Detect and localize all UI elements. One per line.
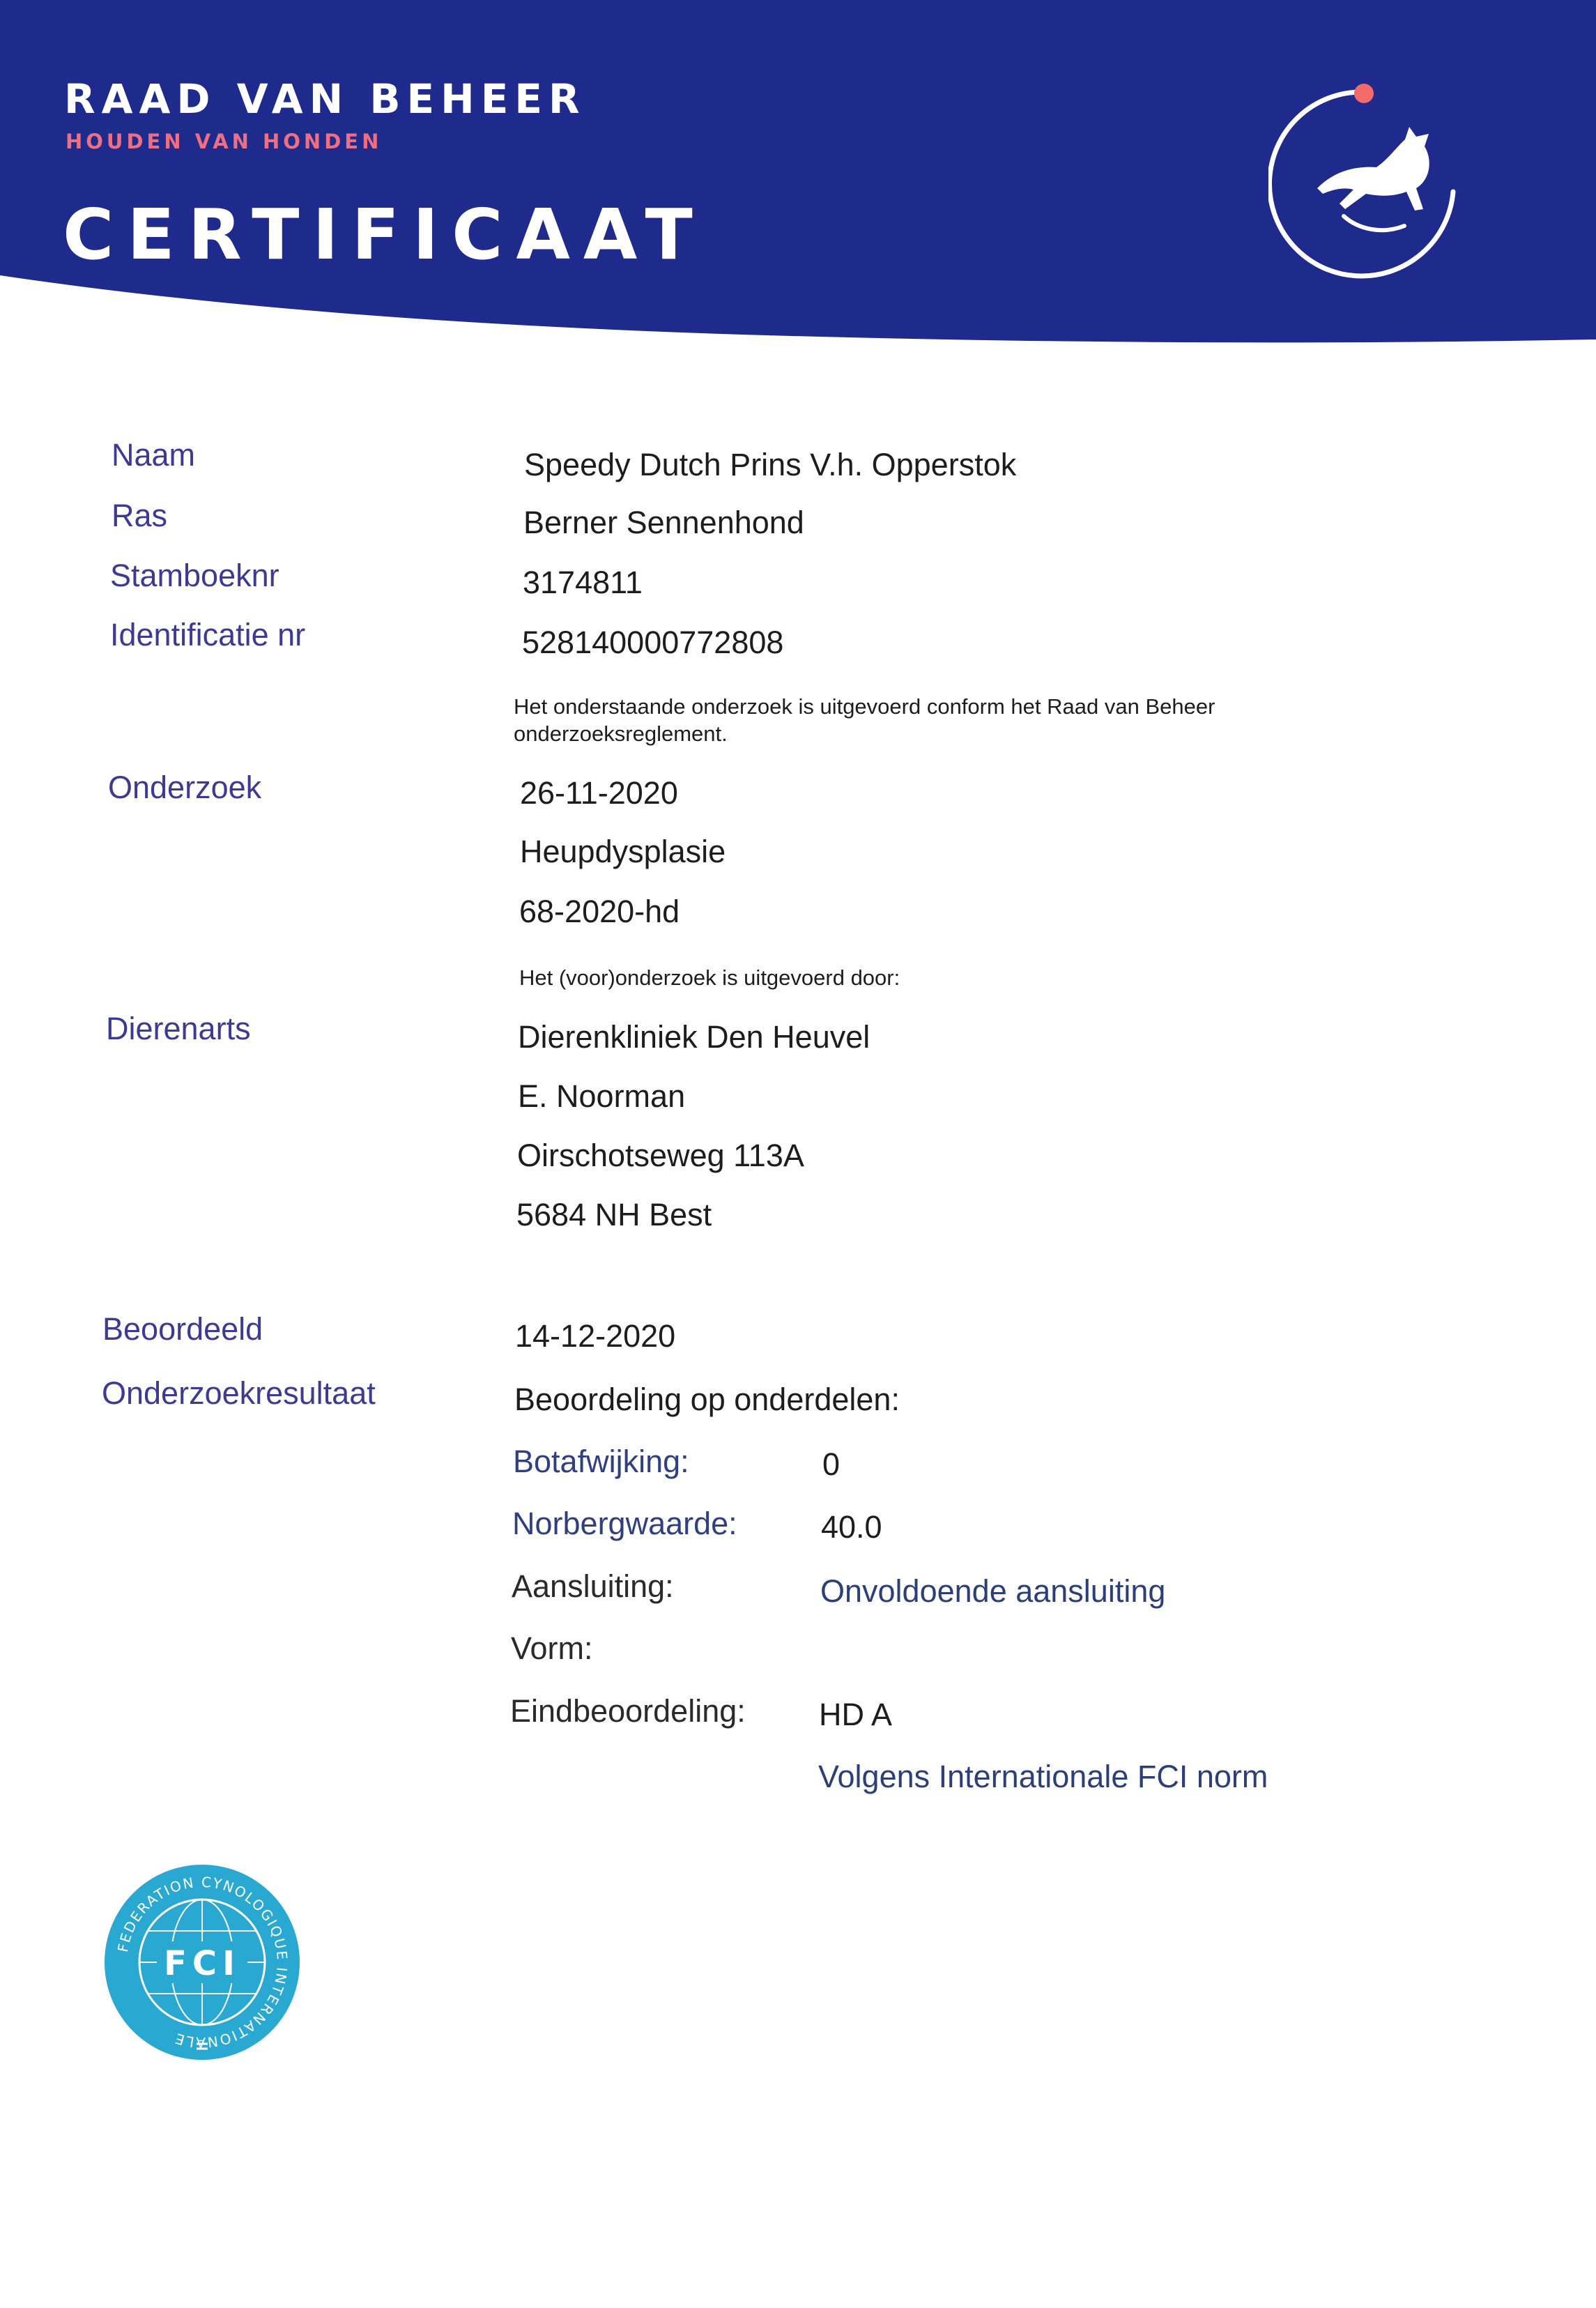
norberg-value: 40.0 <box>821 1509 882 1545</box>
dog-name-value: Speedy Dutch Prins V.h. Opperstok <box>524 447 1017 482</box>
fci-seal-ring-text: FEDERATION CYNOLOGIQUE INTERNATIONALE <box>114 1873 291 2051</box>
norberg-value-label: Norbergwaarde: <box>512 1506 737 1541</box>
exam-type: Heupdysplasie <box>520 834 726 869</box>
vet-street: Oirschotseweg 113A <box>517 1138 804 1173</box>
bone-deviation-label: Botafwijking: <box>513 1444 689 1479</box>
joint-fit-value: Onvoldoende aansluiting <box>820 1573 1166 1609</box>
leaping-dog-logo-icon <box>1268 77 1478 286</box>
judged-date: 14-12-2020 <box>515 1318 676 1354</box>
exam-conformity-note-line2: onderzoeksreglement. <box>514 721 728 746</box>
exam-date: 26-11-2020 <box>520 775 678 811</box>
fci-norm-note: Volgens Internationale FCI norm <box>818 1759 1268 1794</box>
vet-name: E. Noorman <box>518 1078 686 1114</box>
studbook-label: Stamboeknr <box>110 558 279 593</box>
shape-label: Vorm: <box>511 1630 593 1666</box>
vet-city: 5684 NH Best <box>516 1197 712 1232</box>
exam-label: Onderzoek <box>108 770 262 805</box>
vet-performed-by-note: Het (voor)onderzoek is uitgevoerd door: <box>519 965 900 990</box>
final-assessment-value: HD A <box>819 1697 893 1732</box>
judged-label: Beoordeeld <box>102 1311 263 1347</box>
organization-tagline: HOUDEN VAN HONDEN <box>66 130 383 153</box>
breed-label: Ras <box>112 498 168 533</box>
parts-heading: Beoordeling op onderdelen: <box>514 1382 900 1417</box>
dog-name-label: Naam <box>112 437 196 473</box>
result-label: Onderzoekresultaat <box>102 1375 376 1411</box>
organization-name: RAAD VAN BEHEER <box>64 75 586 123</box>
exam-code: 68-2020-hd <box>519 894 680 929</box>
exam-conformity-note-line1: Het onderstaande onderzoek is uitgevoerd conform het Raad van Beheer <box>514 694 1215 719</box>
fci-seal-icon <box>101 1861 303 2063</box>
studbook-value: 3174811 <box>523 565 643 600</box>
final-assessment-label: Eindbeoordeling: <box>510 1693 746 1729</box>
vet-label: Dierenarts <box>106 1011 251 1046</box>
identification-label: Identificatie nr <box>110 617 306 652</box>
vet-clinic: Dierenkliniek Den Heuvel <box>518 1019 870 1055</box>
breed-value: Berner Sennenhond <box>523 505 804 540</box>
identification-value: 528140000772808 <box>522 625 784 660</box>
certificate-header <box>0 0 1596 349</box>
document-title: CERTIFICAAT <box>63 194 706 275</box>
fci-seal-text: FCI <box>164 1944 240 1983</box>
bone-deviation-value: 0 <box>822 1446 841 1482</box>
joint-fit-label: Aansluiting: <box>512 1568 674 1604</box>
